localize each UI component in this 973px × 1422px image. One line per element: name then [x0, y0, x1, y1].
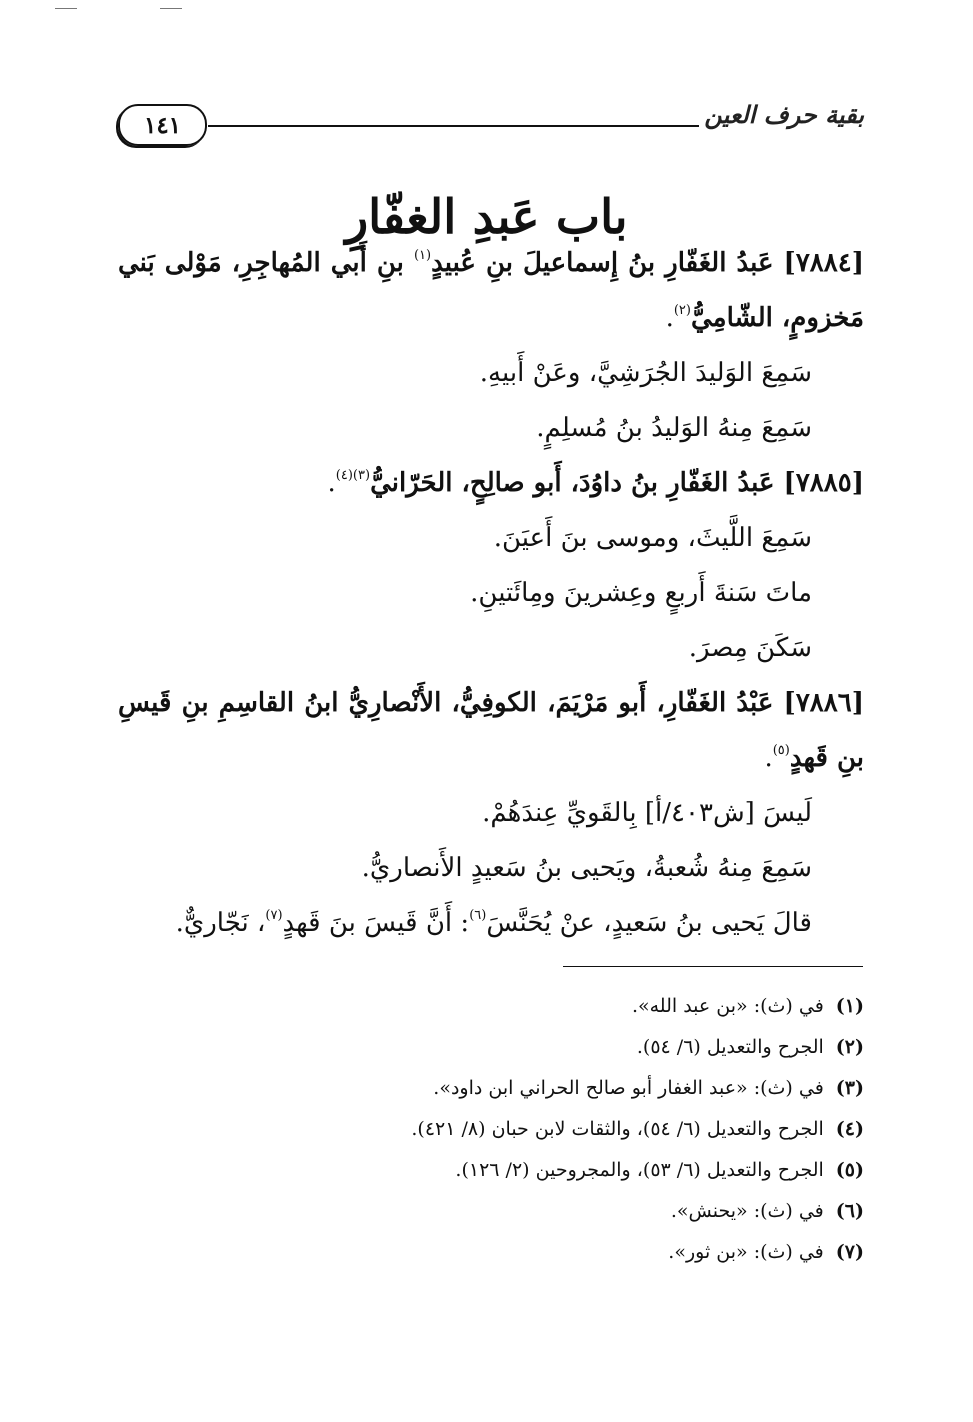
text-line: سَمِعَ الوَليدَ الجُرَشِيَّ، وعَنْ أَبيهِ. [479, 358, 812, 388]
running-header [118, 100, 864, 150]
running-title: بقية حرف العين [704, 100, 864, 129]
footnotes [118, 986, 864, 1273]
footnote-ref: (٥) [772, 743, 790, 758]
footnote-ref: (٧) [265, 908, 283, 923]
footnote-ref: (٢) [673, 303, 691, 318]
text-line: ماتَ سَنةَ أَربعٍ وعِشرينَ ومِائَتينِ. [470, 578, 812, 608]
entry-7886: [٧٨٨٦] عَبْدُ الغَفّارِ، أَبو مَرْيَمَ، الكوفِيُّ، الأَنْصارِيُّ ابنُ القاسِمِ بنِ قَيسِ بنِ قَهدٍ$^{(٥)}$. [118, 688, 864, 773]
footnote: (١)في (ث): «بن عبد الله». [631, 995, 864, 1017]
text-line: سَمِعَ مِنهُ الوَليدُ بنُ مُسلِمٍ. [536, 413, 812, 443]
page-number: ١٤١ [143, 111, 182, 139]
footnote-ref: (٦) [469, 908, 487, 923]
footnote: (٥)الجرح والتعديل (٦/ ٥٣)، والمجروحين (٢/ ١٢٦). [455, 1159, 864, 1181]
entry-7884: [٧٨٨٤] عَبدُ الغَفّارِ بنُ إِسماعيلَ بنِ عُبيدٍ$^{(١)}$ بنِ أَبي المُهاجِرِ، مَوْلى بَني مَخزومٍ، الشّامِيُّ$^{(٢)}$. [118, 248, 865, 333]
text-line: لَيسَ [ش٤٠٣/أ] بِالقَويِّ عِندَهُمْ. [482, 798, 812, 828]
text-line: سَكَنَ مِصرَ. [688, 633, 812, 663]
main-text [118, 236, 864, 951]
entry-7885: [٧٨٨٥] عَبدُ الغَفّارِ بنُ داوُدَ، أَبو صالِحٍ، الحَرّانيُّ$^{(٣)(٤)}$. [327, 468, 864, 498]
scan-edge-marks [55, 8, 185, 10]
footnote: (٧)في (ث): «بن ثور». [668, 1241, 864, 1263]
text-line: سَمِعَ اللَّيثَ، وموسى بنَ أَعيَنَ. [493, 523, 812, 553]
footnote-ref: (١) [413, 248, 432, 263]
page-number-frame [118, 104, 207, 146]
footnote: (٦)في (ث): «يحنش». [670, 1200, 864, 1222]
text-line: قالَ يَحيى بنُ سَعيدٍ، عنْ يُحَنَّسَ$^{(٦)}$: أَنَّ قَيسَ بنَ قَهدٍ$^{(٧)}$، نَجّاريٌّ. [175, 908, 812, 938]
text-line: سَمِعَ مِنهُ شُعبةُ، ويَحيى بنُ سَعيدٍ الأَنصاريُّ. [361, 853, 812, 883]
footnote: (٤)الجرح والتعديل (٦/ ٥٤)، والثقات لابن حبان (٨/ ٤٢١). [411, 1118, 864, 1140]
header-rule [208, 125, 699, 127]
footnote-separator [563, 966, 863, 967]
footnote: (٢)الجرح والتعديل (٦/ ٥٤). [636, 1036, 864, 1058]
chapter-title: باب عَبدِ الغفّارِ [345, 190, 628, 246]
footnote: (٣)في (ث): «عبد الغفار أبو صالح الحراني ابن داود». [433, 1077, 864, 1099]
footnote-ref: (٣)(٤) [335, 468, 371, 483]
